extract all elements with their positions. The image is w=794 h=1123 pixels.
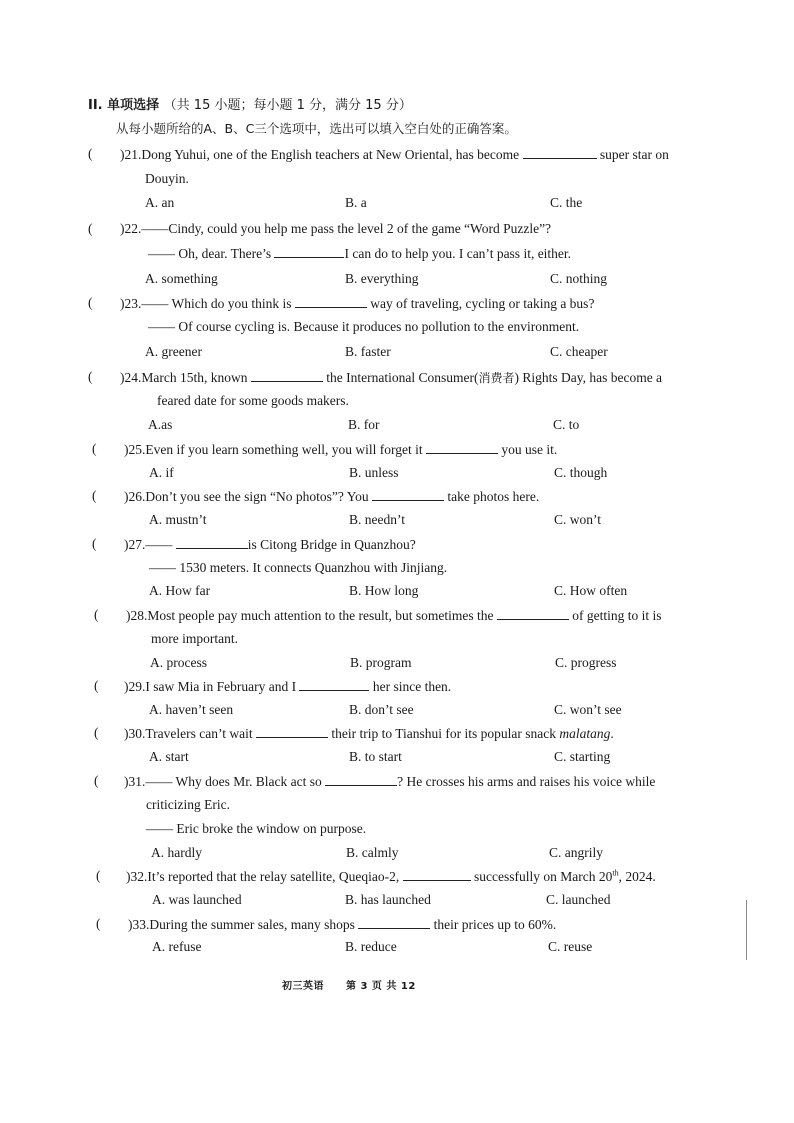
option-b: B. faster bbox=[345, 344, 391, 359]
option-a: A. hardly bbox=[151, 845, 202, 860]
option-c: C. the bbox=[550, 195, 583, 210]
question-text: )25.Even if you learn something well, you will forget it you use it. bbox=[124, 442, 558, 457]
option-b: B. a bbox=[345, 195, 367, 210]
options-row bbox=[149, 702, 789, 720]
question-text: )32.It’s reported that the relay satellite, Queqiao-2, successfully on March 20th, 2024. bbox=[126, 868, 656, 884]
answer-paren: ( bbox=[94, 725, 99, 740]
options-row bbox=[149, 465, 789, 483]
question-text: )26.Don’t you see the sign “No photos”? You take photos here. bbox=[124, 489, 540, 504]
answer-blank bbox=[325, 773, 397, 786]
options-row bbox=[152, 892, 792, 910]
option-a: A. an bbox=[145, 195, 175, 210]
option-c: C. nothing bbox=[550, 271, 608, 286]
answer-blank bbox=[251, 369, 323, 382]
options-row bbox=[149, 583, 789, 601]
options-row bbox=[149, 512, 789, 530]
question-text: )29.I saw Mia in February and I her since then. bbox=[124, 679, 452, 694]
question-continuation: Douyin. bbox=[145, 171, 189, 186]
option-b: B. needn’t bbox=[349, 512, 405, 527]
question-continuation: more important. bbox=[151, 631, 238, 646]
footer-subject: 初三英语 bbox=[282, 981, 324, 992]
answer-blank bbox=[523, 146, 597, 159]
answer-blank bbox=[299, 678, 369, 691]
option-c: C. won’t bbox=[554, 512, 602, 527]
page-footer bbox=[282, 977, 434, 992]
option-c: C. to bbox=[553, 417, 580, 432]
question-reply: —— Oh, dear. There’s I can do to help you. I can’t pass it, either. bbox=[148, 246, 572, 261]
options-row bbox=[145, 271, 785, 289]
option-b: B. everything bbox=[345, 271, 419, 286]
options-row bbox=[148, 417, 788, 435]
answer-paren: ( bbox=[94, 607, 99, 622]
question-text: )23.—— Which do you think is way of traveling, cycling or taking a bus? bbox=[120, 296, 595, 311]
answer-paren: ( bbox=[88, 295, 93, 310]
options-row bbox=[149, 749, 789, 767]
answer-blank bbox=[176, 536, 248, 549]
answer-blank bbox=[295, 295, 367, 308]
option-b: B. reduce bbox=[345, 939, 397, 954]
option-c: C. starting bbox=[554, 749, 611, 764]
answer-paren: ( bbox=[88, 369, 93, 384]
option-b: B. calmly bbox=[346, 845, 399, 860]
options-row bbox=[151, 845, 791, 863]
answer-paren: ( bbox=[92, 488, 97, 503]
option-a: A. How far bbox=[149, 583, 211, 598]
answer-blank bbox=[372, 488, 444, 501]
answer-blank bbox=[403, 868, 471, 881]
option-c: C. How often bbox=[554, 583, 628, 598]
question-text: )22.——Cindy, could you help me pass the level 2 of the game “Word Puzzle”? bbox=[120, 221, 552, 236]
question-text: )24.March 15th, known the International Consumer(消费者) Rights Day, has become a bbox=[120, 370, 663, 385]
option-c: C. cheaper bbox=[550, 344, 608, 359]
section-instruction: 从每小题所给的A、B、C三个选项中，选出可以填入空白处的正确答案。 bbox=[116, 121, 517, 136]
option-c: C. won’t see bbox=[554, 702, 622, 717]
option-b: B. to start bbox=[349, 749, 402, 764]
answer-blank bbox=[274, 245, 344, 258]
answer-paren: ( bbox=[92, 536, 97, 551]
option-c: C. angrily bbox=[549, 845, 603, 860]
option-c: C. progress bbox=[555, 655, 617, 670]
option-b: B. program bbox=[350, 655, 412, 670]
footer-page-number: 第 3 页 共 12 bbox=[345, 981, 416, 992]
section-heading: II. 单项选择 bbox=[88, 98, 160, 113]
answer-paren: ( bbox=[88, 146, 93, 161]
answer-paren: ( bbox=[96, 916, 101, 931]
section-score: （共 15 小题；每小题 1 分，满分 15 分） bbox=[163, 98, 412, 113]
option-c: C. reuse bbox=[548, 939, 593, 954]
option-c: C. launched bbox=[546, 892, 611, 907]
answer-paren: ( bbox=[92, 441, 97, 456]
question-text: )30.Travelers can’t wait their trip to Tianshui for its popular snack malatang. bbox=[124, 726, 614, 741]
section-title bbox=[88, 94, 412, 113]
option-a: A. was launched bbox=[152, 892, 242, 907]
answer-paren: ( bbox=[94, 678, 99, 693]
option-a: A. if bbox=[149, 465, 174, 480]
option-a: A. greener bbox=[145, 344, 202, 359]
question-reply: —— 1530 meters. It connects Quanzhou with Jinjiang. bbox=[149, 560, 448, 575]
question-continuation: criticizing Eric. bbox=[146, 797, 230, 812]
option-b: B. unless bbox=[349, 465, 399, 480]
scan-edge-mark bbox=[746, 900, 747, 960]
answer-blank bbox=[426, 441, 498, 454]
question-text: )27.—— is Citong Bridge in Quanzhou? bbox=[124, 537, 416, 552]
answer-blank bbox=[358, 916, 430, 929]
option-a: A.as bbox=[148, 417, 173, 432]
option-a: A. something bbox=[145, 271, 218, 286]
options-row bbox=[145, 344, 785, 362]
option-a: A. refuse bbox=[152, 939, 202, 954]
option-b: B. for bbox=[348, 417, 380, 432]
option-b: B. How long bbox=[349, 583, 419, 598]
question-text: )21.Dong Yuhui, one of the English teachers at New Oriental, has become super star on bbox=[120, 147, 669, 162]
option-a: A. haven’t seen bbox=[149, 702, 234, 717]
question-text: )33.During the summer sales, many shops their prices up to 60%. bbox=[128, 917, 557, 932]
option-a: A. process bbox=[150, 655, 207, 670]
answer-paren: ( bbox=[88, 221, 93, 236]
question-continuation: feared date for some goods makers. bbox=[157, 393, 349, 408]
question-text: )28.Most people pay much attention to the result, but sometimes the of getting to it is bbox=[126, 608, 662, 623]
option-a: A. start bbox=[149, 749, 189, 764]
options-row bbox=[152, 939, 792, 957]
options-row bbox=[150, 655, 790, 673]
option-c: C. though bbox=[554, 465, 608, 480]
option-a: A. mustn’t bbox=[149, 512, 207, 527]
answer-blank bbox=[497, 607, 569, 620]
option-b: B. has launched bbox=[345, 892, 431, 907]
options-row bbox=[145, 195, 785, 213]
answer-paren: ( bbox=[96, 868, 101, 883]
question-reply: —— Of course cycling is. Because it produces no pollution to the environment. bbox=[148, 319, 580, 334]
question-text: )31.—— Why does Mr. Black act so ? He crosses his arms and raises his voice while bbox=[124, 774, 656, 789]
answer-paren: ( bbox=[94, 773, 99, 788]
question-reply: —— Eric broke the window on purpose. bbox=[146, 821, 367, 836]
answer-blank bbox=[256, 725, 328, 738]
option-b: B. don’t see bbox=[349, 702, 414, 717]
